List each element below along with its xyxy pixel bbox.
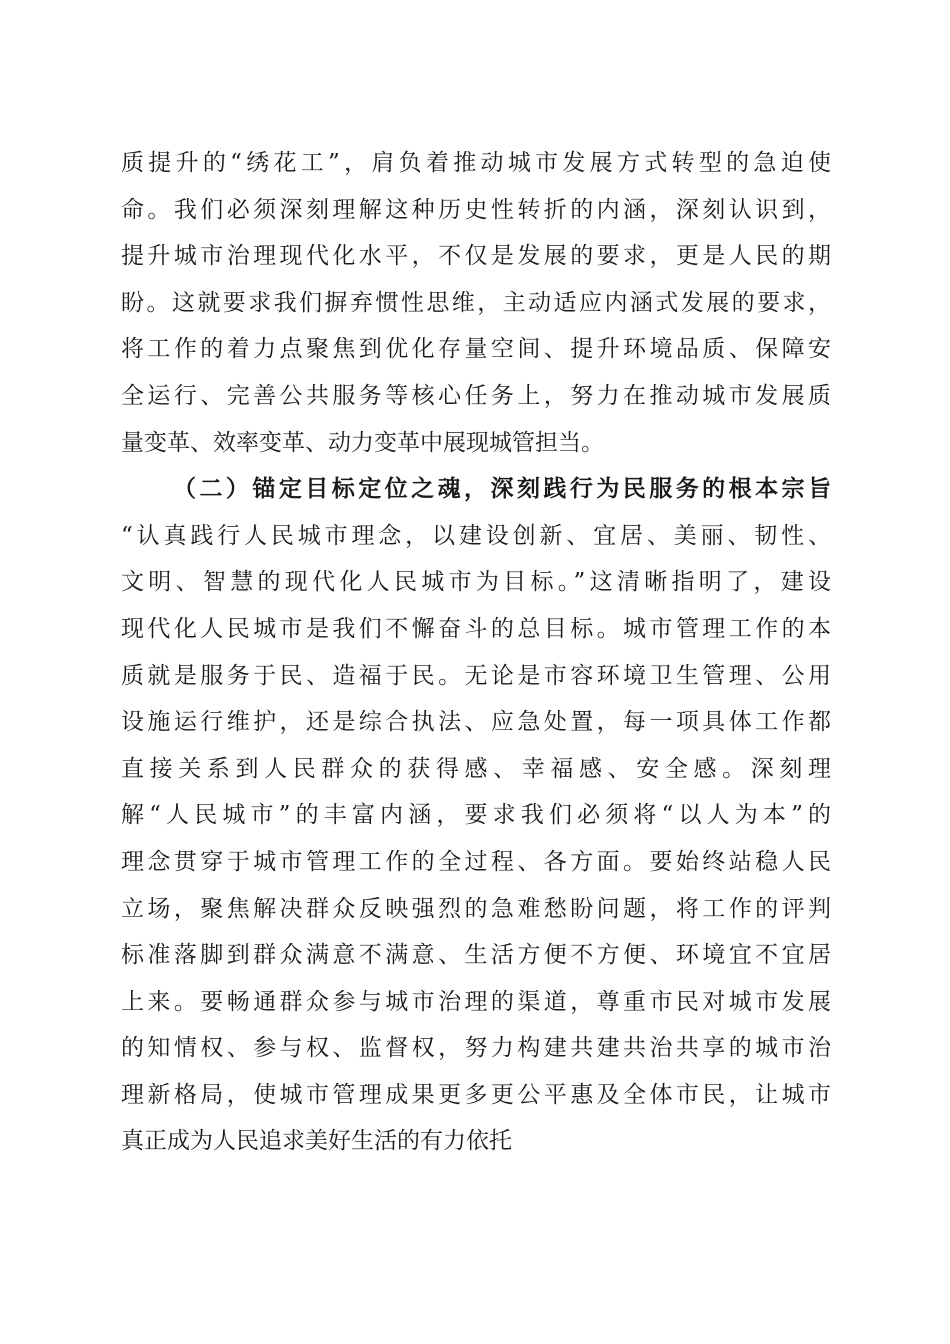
text-line: 立场，聚焦解决群众反映强烈的急难愁盼问题，将工作的评判	[121, 895, 831, 922]
text-line: 全运行、完善公共服务等核心任务上，努力在推动城市发展质	[121, 382, 831, 409]
text-line: 标准落脚到群众满意不满意、生活方便不方便、环境宜不宜居	[121, 942, 831, 969]
text-line: 提升城市治理现代化水平，不仅是发展的要求，更是人民的期	[121, 243, 831, 270]
document-body	[121, 140, 831, 1165]
text-line: 盼。这就要求我们摒弃惯性思维，主动适应内涵式发展的要求，	[121, 289, 831, 316]
section-heading: （二）锚定目标定位之魂，深刻践行为民服务的根本宗旨	[173, 475, 831, 503]
text-line: 真正成为人民追求美好生活的有力依托	[121, 1128, 512, 1155]
text-line: 理念贯穿于城市管理工作的全过程、各方面。要始终站稳人民	[121, 848, 831, 875]
text-line: 上来。要畅通群众参与城市治理的渠道，尊重市民对城市发展	[121, 988, 831, 1015]
text-line: 现代化人民城市是我们不懈奋斗的总目标。城市管理工作的本	[121, 615, 831, 642]
text-line: 将工作的着力点聚焦到优化存量空间、提升环境品质、保障安	[121, 336, 831, 363]
text-line: 质提升的“绣花工”，肩负着推动城市发展方式转型的急迫使	[121, 150, 831, 176]
paragraph-2	[121, 513, 831, 1165]
text-line: 理新格局，使城市管理成果更多更公平惠及全体市民，让城市	[121, 1081, 831, 1108]
text-line: 命。我们必须深刻理解这种历史性转折的内涵，深刻认识到，	[121, 196, 831, 223]
text-line: 文明、智慧的现代化人民城市为目标。”这清晰指明了，建设	[121, 569, 831, 596]
text-line: 直接关系到人民群众的获得感、幸福感、安全感。深刻理	[121, 755, 831, 782]
text-line: 量变革、效率变革、动力变革中展现城管担当。	[121, 429, 604, 456]
paragraph-1	[121, 140, 831, 466]
text-line: “认真践行人民城市理念，以建设创新、宜居、美丽、韧性、	[121, 522, 831, 549]
text-line: 的知情权、参与权、监督权，努力构建共建共治共享的城市治	[121, 1035, 831, 1062]
text-line: 设施运行维护，还是综合执法、应急处置，每一项具体工作都	[121, 709, 831, 736]
text-line: 解“人民城市”的丰富内涵，要求我们必须将“以人为本”的	[121, 802, 831, 829]
text-line: 质就是服务于民、造福于民。无论是市容环境卫生管理、公用	[121, 662, 831, 689]
